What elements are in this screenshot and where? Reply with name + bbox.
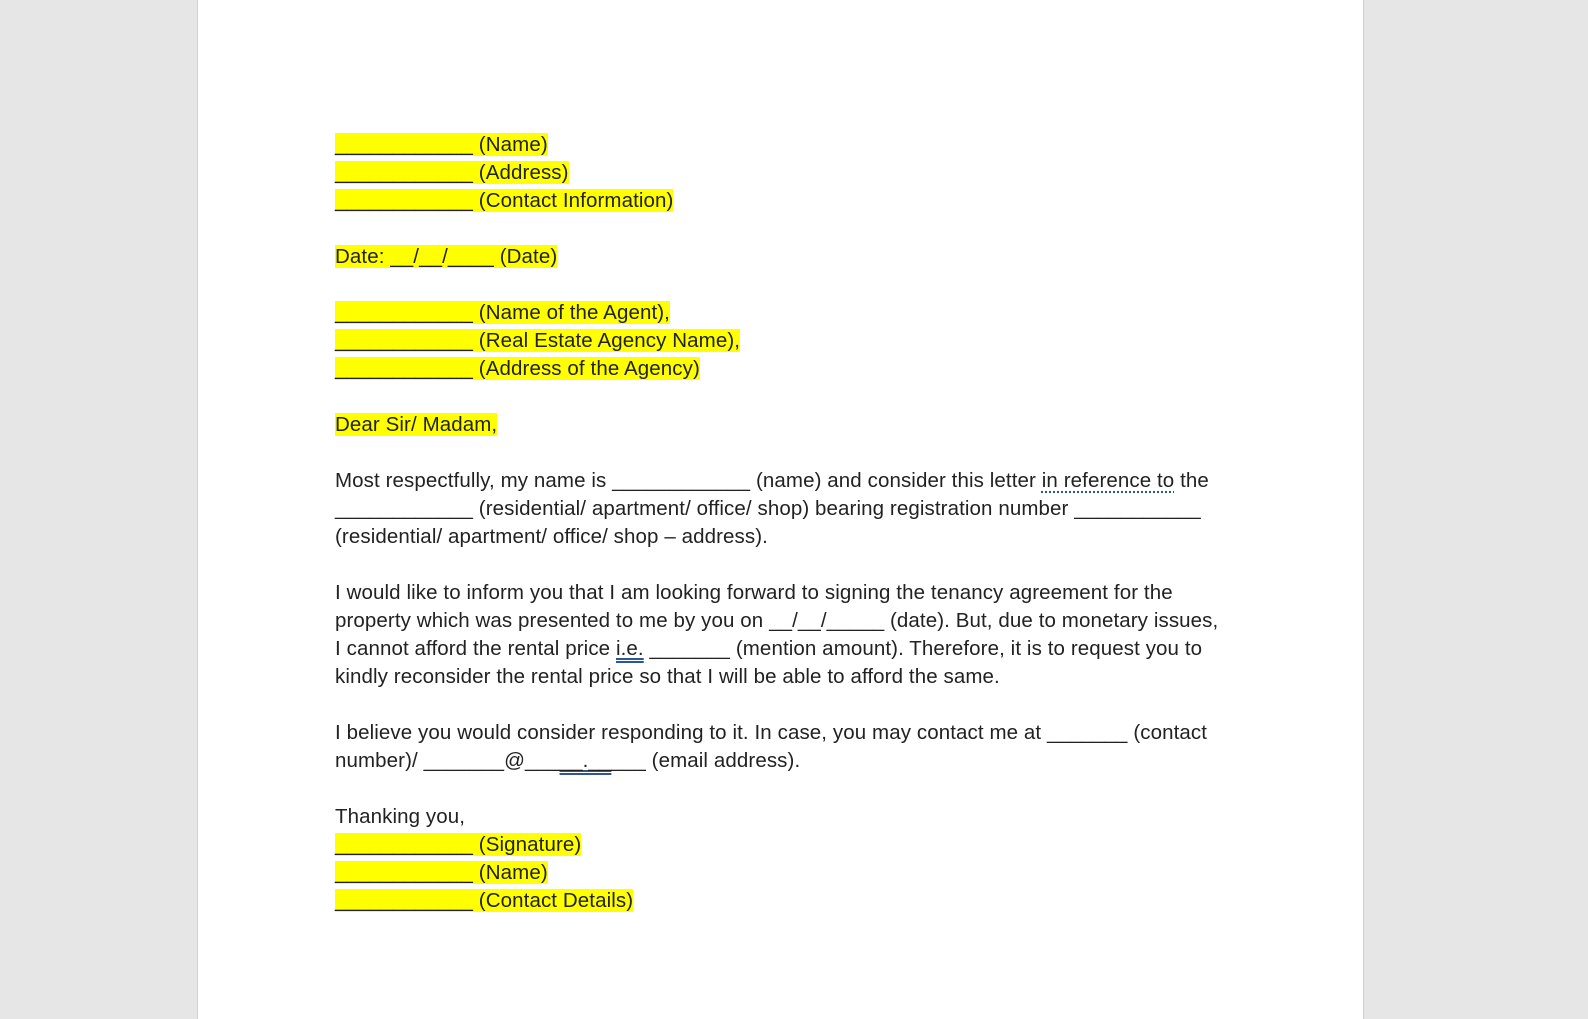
para2-text: kindly reconsider the rental price so that I will be able to afford the same. — [335, 665, 1000, 688]
paragraph-3 — [335, 719, 1235, 747]
para1-text: (residential/ apartment/ office/ shop – address). — [335, 525, 768, 548]
grammar-suggestion[interactable]: i.e. — [615, 637, 644, 660]
grammar-suggestion[interactable]: in reference to — [1041, 469, 1175, 492]
signature-contact: ____________ (Contact Details) — [335, 889, 634, 912]
recipient-address: ____________ (Address of the Agency) — [335, 357, 700, 380]
closing: Thanking you, — [335, 805, 466, 828]
para3-text: I believe you would consider responding to it. In case, you may contact me at _______ (contact — [335, 721, 1208, 744]
document-page — [197, 0, 1364, 1019]
grammar-suggestion[interactable]: __.__ — [559, 749, 612, 772]
para2-text: I cannot afford the rental price — [335, 637, 616, 660]
date-line: Date: __/__/____ (Date) — [335, 245, 558, 268]
letter-body[interactable] — [335, 131, 1235, 915]
para2-text: _______ (mention amount). Therefore, it is to request you to — [643, 637, 1203, 660]
salutation: Dear Sir/ Madam, — [335, 413, 498, 436]
paragraph-1 — [335, 467, 1235, 495]
para1-text: Most respectfully, my name is ____________ (name) and consider this letter — [335, 469, 1042, 492]
para2-text: I would like to inform you that I am looking forward to signing the tenancy agreement for the — [335, 581, 1173, 604]
sender-contact: ____________ (Contact Information) — [335, 189, 674, 212]
recipient-agent: ____________ (Name of the Agent), — [335, 301, 670, 324]
para3-text: number)/ _______@___ — [335, 749, 560, 772]
recipient-agency: ____________ (Real Estate Agency Name), — [335, 329, 741, 352]
para1-text: the — [1174, 469, 1209, 492]
signature-block — [335, 831, 1235, 859]
sender-block — [335, 131, 1235, 159]
signature-line: ____________ (Signature) — [335, 833, 582, 856]
sender-name: ____________ (Name) — [335, 133, 548, 156]
paragraph-2 — [335, 579, 1235, 607]
para2-text: property which was presented to me by you on __/__/_____ (date). But, due to monetary issues, — [335, 609, 1219, 632]
signature-name: ____________ (Name) — [335, 861, 548, 884]
sender-address: ____________ (Address) — [335, 161, 569, 184]
para3-text: ___ (email address). — [611, 749, 801, 772]
para1-text: ____________ (residential/ apartment/ office/ shop) bearing registration number ___________ — [335, 497, 1201, 520]
recipient-block — [335, 299, 1235, 327]
